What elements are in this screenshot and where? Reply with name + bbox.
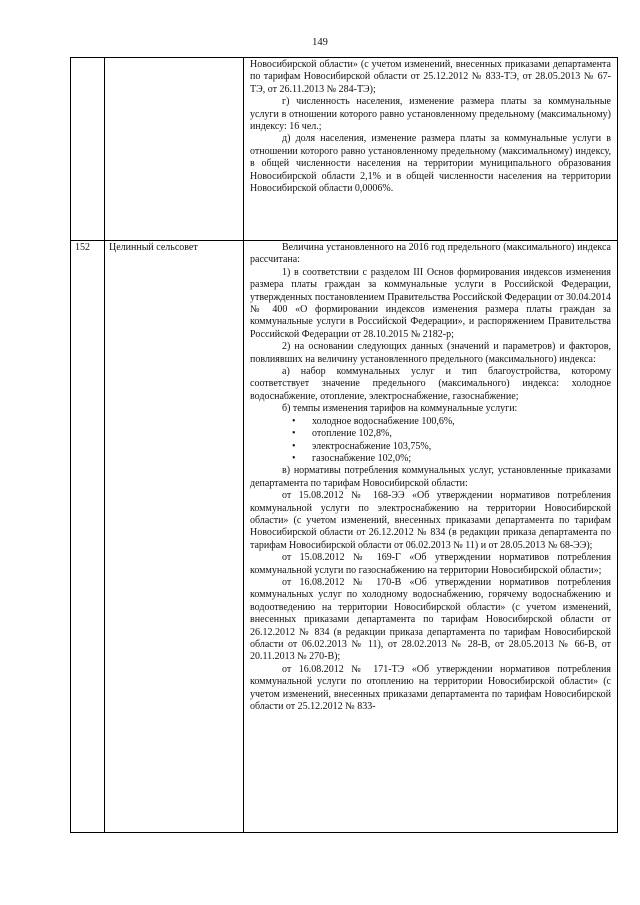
- bullet-icon: •: [292, 415, 296, 427]
- paragraph: Величина установленного на 2016 год предельного (максимального) индекса рассчитана:: [250, 242, 611, 266]
- municipality-name: Целинный сельсовет: [109, 242, 198, 253]
- list-item-text: электроснабжение 103,75%,: [312, 440, 432, 452]
- municipality-cell: [105, 241, 244, 833]
- municipality-name: [105, 58, 243, 59]
- paragraph: г) численность населения, изменение размера платы за коммунальные услуги в отношении которого равно установленному предельному (максимальному) индексу: 16 чел.;: [250, 96, 611, 133]
- list-item-text: отопление 102,8%,: [312, 428, 392, 440]
- paragraph: 2) на основании следующих данных (значений и параметров) и факторов, повлиявших на величину установленного предельного (максимального) индекса:: [250, 341, 611, 365]
- list-item: [250, 416, 611, 428]
- description-cell: [244, 241, 618, 833]
- bullet-icon: •: [292, 452, 296, 464]
- paragraph: в) нормативы потребления коммунальных услуг, установленные приказами департамента по тарифам Новосибирской области:: [250, 465, 611, 489]
- description-cell: [244, 58, 618, 241]
- paragraph: от 15.08.2012 № 168-ЭЭ «Об утверждении нормативов потребления коммунальной услуги по электроснабжению на территории Новосибирской области» (с учетом изменений, внесенных приказами департамента по тарифам Новосибирской области от 26.12.2012 № 834 (в редакции приказа департамента по тарифам Новосибирской области от 06.02.2013 № 11) и от 28.05.2013 № 68-ЭЭ);: [250, 490, 611, 551]
- paragraph: Новосибирской области» (с учетом изменений, внесенных приказами департамента по тарифам Новосибирской области от 25.12.2012 № 833-ТЭ, от 28.05.2013 № 67-ТЭ, от 26.11.2013 № 284-ТЭ);: [250, 59, 611, 95]
- page-number: 149: [312, 37, 328, 48]
- table-row: [71, 241, 618, 833]
- paragraph: 1) в соответствии с разделом III Основ формирования индексов изменения размера платы граждан за коммунальные услуги в Российской Федерации, утвержденных постановлением Правительства Российской Федерации от 30.04.2014 № 400 «О формировании индексов изменения размера платы граждан за коммунальные услуги в Российской Федерации», и распоряжением Правительства Российской Федерации от 28.10.2015 № 2182-р;: [250, 266, 611, 340]
- municipality-cell: [105, 58, 244, 241]
- paragraph: от 16.08.2012 № 171-ТЭ «Об утверждении нормативов потребления коммунальной услуги по отоплению на территории Новосибирской области» (с учетом изменений, внесенных приказами департамента по тарифам Новосибирской области от 25.12.2012 № 833-: [250, 663, 611, 713]
- list-item: [250, 441, 611, 453]
- paragraph: д) доля населения, изменение размера платы за коммунальные услуги в отношении которого равно установленному предельному (максимальному) индексу, в общей численности населения на территории муниципального образования Новосибирской области 2,1% и в общей численности населения на территории Новосибирской области 0,0006%.: [250, 133, 611, 195]
- table-row: [71, 58, 618, 241]
- paragraph: а) набор коммунальных услуг и тип благоустройства, которому соответствует значение предельного (максимального) индекса: холодное водоснабжение, отопление, электроснабжение, газоснабжение;: [250, 366, 611, 402]
- row-number: 152: [75, 242, 90, 253]
- bullet-icon: •: [292, 428, 296, 440]
- paragraph: от 16.08.2012 № 170-В «Об утверждении нормативов потребления коммунальных услуг по холодному водоснабжению, горячему водоснабжению и водоотведению на территории Новосибирской области» (с учетом изменений, внесенных приказами департамента по тарифам Новосибирской области от 26.12.2012 № 834 (в редакции приказа департамента по тарифам Новосибирской области от 06.02.2013 № 11), от 28.02.2013 № 28-В, от 28.05.2013 № 66-В, от 20.11.2013 № 270-В);: [250, 576, 611, 663]
- list-item-text: газоснабжение 102,0%;: [312, 452, 412, 464]
- bullet-icon: •: [292, 440, 296, 452]
- row-number-cell: [71, 241, 105, 833]
- row-number: [71, 58, 104, 59]
- paragraph: б) темпы изменения тарифов на коммунальные услуги:: [282, 403, 518, 415]
- tariff-table: [70, 57, 618, 833]
- paragraph: от 15.08.2012 № 169-Г «Об утверждении нормативов потребления коммунальной услуги по газоснабжению на территории Новосибирской области»;: [250, 552, 611, 576]
- row-number-cell: [71, 58, 105, 241]
- list-item: [250, 428, 611, 440]
- list-item: [250, 453, 611, 465]
- list-item-text: холодное водоснабжение 100,6%,: [312, 415, 455, 427]
- tariff-rate-list: [250, 416, 611, 466]
